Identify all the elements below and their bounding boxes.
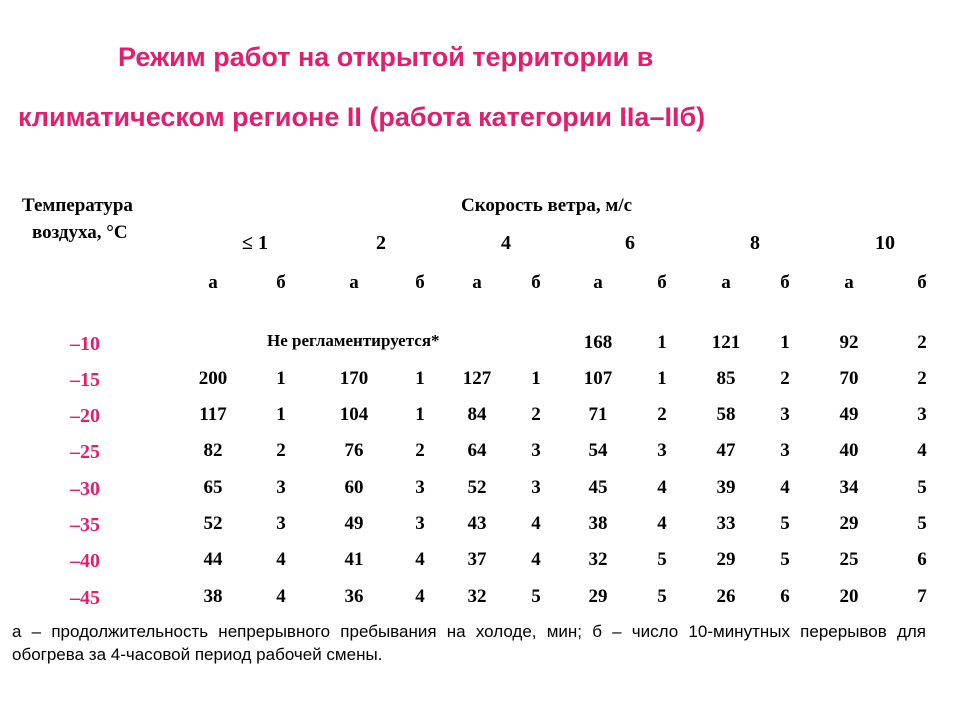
- row-temperature: –40: [70, 550, 100, 572]
- row-temperature: –30: [70, 478, 100, 500]
- table-cell: 29: [839, 513, 859, 534]
- table-cell: 3: [657, 440, 667, 461]
- table-cell: 92: [839, 332, 859, 353]
- subheader-a: а: [208, 272, 218, 293]
- table-cell: 1: [531, 368, 541, 389]
- table-cell: 32: [467, 586, 487, 607]
- table-cell: 1: [657, 368, 667, 389]
- row-temperature: –35: [70, 514, 100, 536]
- table-cell: 6: [780, 586, 790, 607]
- table-cell: 117: [199, 404, 227, 425]
- table-cell: 121: [711, 332, 741, 353]
- row-temperature: –20: [70, 405, 100, 427]
- wind-speed-value: 6: [625, 232, 635, 254]
- table-cell: 2: [917, 332, 927, 353]
- table-cell: 70: [839, 368, 859, 389]
- table-cell: 82: [203, 440, 223, 461]
- table-cell: 168: [583, 332, 613, 353]
- subheader-a: а: [721, 272, 731, 293]
- row-temperature: –10: [70, 333, 100, 355]
- table-cell: 4: [917, 440, 927, 461]
- subheader-b: б: [415, 272, 425, 293]
- table-cell: 38: [203, 586, 223, 607]
- subheader-b: б: [917, 272, 927, 293]
- subheader-b: б: [780, 272, 790, 293]
- table-cell: 26: [716, 586, 736, 607]
- table-cell: 49: [839, 404, 859, 425]
- row-temperature: –15: [70, 369, 100, 391]
- wind-speed-value: 8: [750, 232, 760, 254]
- table-cell: 5: [531, 586, 541, 607]
- title-line-1: Режим работ на открытой территории в: [118, 42, 654, 72]
- table-cell: 104: [339, 404, 369, 425]
- table-cell: 47: [716, 440, 736, 461]
- table-cell: 3: [276, 477, 286, 498]
- temperature-header-line-2: воздуха, °С: [32, 222, 128, 243]
- table-cell: 3: [780, 440, 790, 461]
- table-cell: 6: [917, 549, 927, 570]
- table-cell: 52: [203, 513, 223, 534]
- table-cell: 20: [839, 586, 859, 607]
- table-cell: 1: [415, 368, 425, 389]
- table-cell: 84: [467, 404, 487, 425]
- table-cell: 2: [276, 440, 286, 461]
- table-cell: 38: [588, 513, 608, 534]
- table-cell: 1: [657, 332, 667, 353]
- table-cell: 2: [780, 368, 790, 389]
- table-cell: 71: [588, 404, 608, 425]
- table-cell: 4: [657, 477, 667, 498]
- table-cell: 29: [588, 586, 608, 607]
- table-cell: 64: [467, 440, 487, 461]
- table-cell: 25: [839, 549, 859, 570]
- row-temperature: –45: [70, 587, 100, 609]
- table-cell: 3: [415, 477, 425, 498]
- table-cell: 200: [198, 368, 228, 389]
- table-cell: 107: [583, 368, 613, 389]
- wind-speed-header: Скорость ветра, м/с: [461, 195, 633, 216]
- table-cell: 5: [657, 586, 667, 607]
- table-cell: 65: [203, 477, 223, 498]
- table-cell: 5: [657, 549, 667, 570]
- table-cell: 58: [716, 404, 736, 425]
- table-cell: 52: [467, 477, 487, 498]
- subheader-a: а: [844, 272, 854, 293]
- table-cell: 85: [716, 368, 736, 389]
- table-cell: 4: [415, 549, 425, 570]
- row-temperature: –25: [70, 441, 100, 463]
- table-cell: 3: [917, 404, 927, 425]
- table-cell: 4: [415, 586, 425, 607]
- table-cell: 4: [531, 513, 541, 534]
- table-cell: 4: [780, 477, 790, 498]
- subheader-b: б: [276, 272, 286, 293]
- table-cell: 76: [344, 440, 364, 461]
- subheader-b: б: [531, 272, 541, 293]
- table-cell: 34: [839, 477, 859, 498]
- table-cell: 60: [344, 477, 364, 498]
- table-cell: 41: [344, 549, 364, 570]
- footnote: а – продолжительность непрерывного пребывания на холоде, мин; б – число 10-минутных перерывов для обогрева за 4-часовой период рабочей смены.: [12, 622, 926, 664]
- wind-speed-value: 4: [501, 232, 511, 254]
- table-cell: 33: [716, 513, 736, 534]
- wind-speed-value: 10: [875, 232, 895, 254]
- table-cell: 49: [344, 513, 364, 534]
- wind-speed-value: 2: [376, 232, 386, 254]
- table-cell: 1: [780, 332, 790, 353]
- table-cell: 170: [339, 368, 369, 389]
- table-cell: 2: [531, 404, 541, 425]
- table-cell: 40: [839, 440, 859, 461]
- table-cell: 2: [657, 404, 667, 425]
- not-regulated-note: Не регламентируется*: [267, 331, 440, 350]
- table-cell: 4: [531, 549, 541, 570]
- table-cell: 32: [588, 549, 608, 570]
- wind-speed-value: ≤ 1: [242, 232, 268, 254]
- table-cell: 43: [467, 513, 487, 534]
- table-cell: 44: [203, 549, 223, 570]
- table-cell: 3: [276, 513, 286, 534]
- table-cell: 5: [780, 549, 790, 570]
- table-cell: 36: [344, 586, 364, 607]
- subheader-b: б: [657, 272, 667, 293]
- table-cell: 54: [588, 440, 608, 461]
- temperature-header-line-1: Температура: [22, 195, 133, 216]
- table-cell: 1: [415, 404, 425, 425]
- table-cell: 29: [716, 549, 736, 570]
- table-cell: 127: [462, 368, 492, 389]
- table-cell: 7: [917, 586, 927, 607]
- subheader-a: а: [472, 272, 482, 293]
- table-cell: 5: [917, 477, 927, 498]
- table-cell: 3: [415, 513, 425, 534]
- table-cell: 2: [415, 440, 425, 461]
- table-cell: 39: [716, 477, 736, 498]
- table-cell: 37: [467, 549, 487, 570]
- table-cell: 5: [917, 513, 927, 534]
- table-cell: 3: [531, 440, 541, 461]
- table-cell: 2: [917, 368, 927, 389]
- table-cell: 1: [276, 404, 286, 425]
- table-cell: 5: [780, 513, 790, 534]
- table-cell: 1: [276, 368, 286, 389]
- table-cell: 4: [276, 586, 286, 607]
- table-cell: 3: [780, 404, 790, 425]
- title-line-2: климатическом регионе II (работа категории IIа–IIб): [18, 102, 706, 132]
- subheader-a: а: [593, 272, 603, 293]
- table-cell: 45: [588, 477, 608, 498]
- subheader-a: а: [349, 272, 359, 293]
- table-cell: 3: [531, 477, 541, 498]
- table-cell: 4: [657, 513, 667, 534]
- table-cell: 4: [276, 549, 286, 570]
